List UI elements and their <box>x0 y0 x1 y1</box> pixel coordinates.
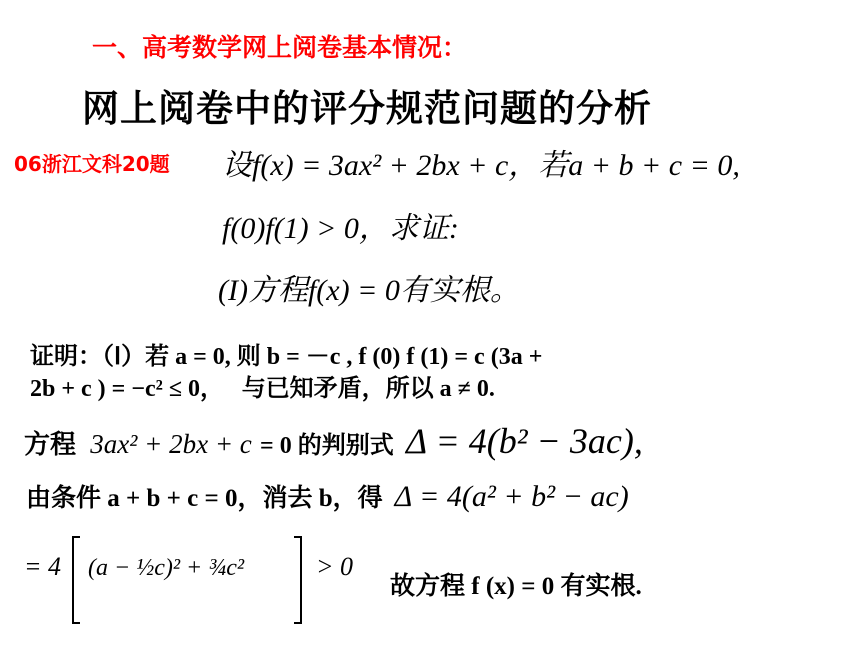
problem-source-label: 06浙江文科20题 <box>14 152 170 176</box>
proof-line-1: 证明：（Ⅰ）若 a = 0, 则 b = －c , f (0) f (1) = c (3a + <box>30 344 543 370</box>
proof-line-2-text: 与已知矛盾，所以 a ≠ 0. <box>241 376 495 402</box>
proof-line-3-label: 方程 <box>24 430 77 459</box>
proof-line-5-expr: (a − ½c)² + ¾c² <box>88 555 245 581</box>
problem-line-1: 设f(x) = 3ax² + 2bx + c，若a + b + c = 0, <box>222 149 740 182</box>
slide-title: 网上阅卷中的评分规范问题的分析 <box>82 87 652 130</box>
proof-line-5-ineq: > 0 <box>316 552 354 581</box>
left-bracket <box>72 536 80 624</box>
proof-line-2-math: 2b + c ) = −c² ≤ 0， <box>30 376 225 402</box>
problem-line-3: (I)方程f(x) = 0有实根。 <box>218 274 520 307</box>
proof-line-2 <box>30 368 495 403</box>
section-heading: 一、高考数学网上阅卷基本情况： <box>92 33 468 62</box>
proof-line-3-expr: 3ax² + 2bx + c <box>90 429 252 459</box>
proof-line-4 <box>26 478 629 514</box>
right-bracket <box>294 536 302 624</box>
proof-line-4-text: 由条件 a + b + c = 0，消去 b，得 <box>26 485 383 512</box>
problem-line-2: f(0)f(1) > 0，求证: <box>222 212 459 245</box>
proof-line-5-prefix: = 4 <box>24 552 62 581</box>
proof-conclusion: 故方程 f (x) = 0 有实根. <box>390 573 642 600</box>
proof-line-3-text: = 0 的判别式 <box>260 433 394 459</box>
proof-line-4-expr: Δ = 4(a² + b² − ac) <box>394 480 629 513</box>
proof-discriminant: Δ = 4(b² − 3ac), <box>406 421 643 461</box>
proof-line-3 <box>24 420 643 462</box>
